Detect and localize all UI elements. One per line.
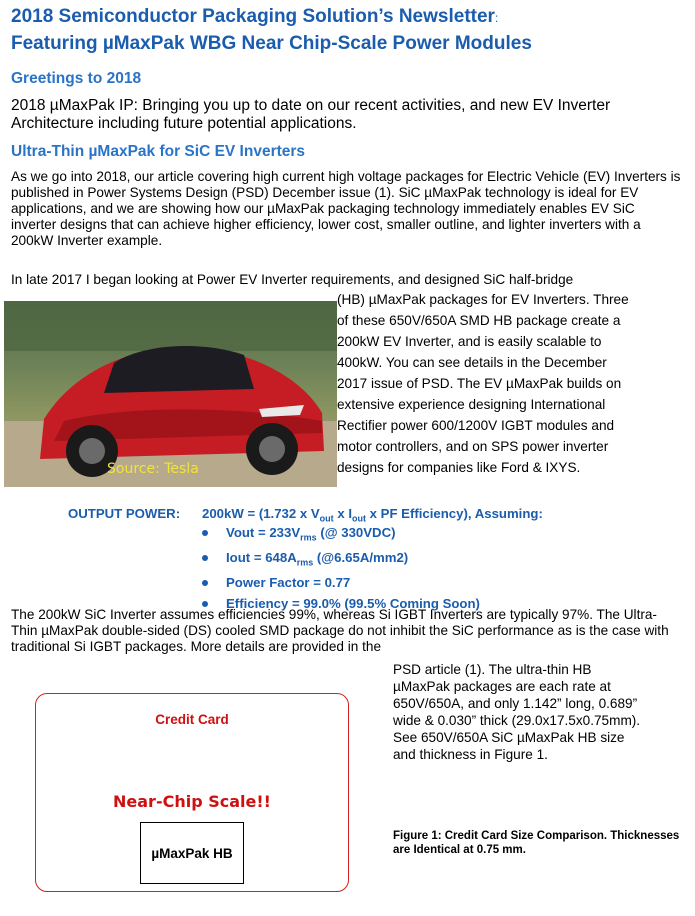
near-chip-scale-label: Near-Chip Scale!! <box>113 792 271 811</box>
package-outline <box>140 822 244 884</box>
section-para-2-lead: In late 2017 I began looking at Power EV Inverter requirements, and designed SiC half-bridge <box>11 272 574 287</box>
assumption-list <box>199 523 480 614</box>
car-illustration <box>4 301 337 487</box>
title-line-2: Featuring µMaxPak WBG Near Chip-Scale Power Modules <box>11 33 532 54</box>
figure-caption: Figure 1: Credit Card Size Comparison. Thicknesses are Identical at 0.75 mm. <box>393 830 680 856</box>
paragraph-3-side: PSD article (1). The ultra-thin HB µMaxPak packages are each rate at 650V/650A, and only 1.142” long, 0.689” wide & 0.030” thick (29.0x17.5x0.75mm). See 650V/650A SiC µMaxPak HB size and thickness in Figure 1. <box>393 662 641 762</box>
title-colon: : <box>494 11 499 25</box>
package-label: µMaxPak HB <box>151 845 233 861</box>
title-line-1: 2018 Semiconductor Packaging Solution’s Newsletter <box>11 6 495 27</box>
formula-label: OUTPUT POWER: <box>68 506 181 521</box>
assumption-item: Iout = $648A_{rms}$ (@6.65A/mm2) <box>199 548 480 573</box>
formula-sub-2: out <box>352 513 366 524</box>
assumption-item: Vout = $233V_{rms}$ (@ 330VDC) <box>199 523 480 548</box>
newsletter-title <box>11 4 691 57</box>
greeting-heading: Greetings to 2018 <box>11 70 142 87</box>
formula-eq-c: x PF Efficiency), Assuming: <box>366 506 543 521</box>
formula-eq-a: 200kW = (1.732 x V <box>202 506 320 521</box>
greeting-text: 2018 µMaxPak IP: Bringing you up to date on our recent activities, and new EV Inverter Architecture including future potential applications. <box>11 97 611 132</box>
section-para-1: As we go into 2018, our article covering high current high voltage packages for Electric Vehicle (EV) Inverters is published in Power Systems Design (PSD) December issue (1). SiC µMaxPak technology is ideal for EV applications, and we are showing how our µMaxPak packaging technology immediately enables EV SiC inverter designs that can achieve higher efficiency, lower cost, smaller outline, and lighter inverters with a 200kW Inverter example. <box>11 169 681 248</box>
section-para-2-side: (HB) µMaxPak packages for EV Inverters. Three of these 650V/650A SMD HB package create a 200kW EV Inverter, and is easily scalable to 400kW. You can see details in the December 2017 issue of PSD. The EV µMaxPak builds on extensive experience designing International Rectifier power 600/1200V IGBT modules and motor controllers, and on SPS power inverter designs for companies like Ford & IXYS. <box>337 292 629 475</box>
formula-sub-1: out <box>319 513 334 524</box>
credit-card-label: Credit Card <box>155 712 229 727</box>
tesla-car-photo <box>4 301 337 487</box>
section-heading: Ultra-Thin µMaxPak for SiC EV Inverters <box>11 143 306 160</box>
formula-eq-b: x I <box>333 506 352 521</box>
assumption-item: Power Factor = 0.77 <box>199 573 480 594</box>
credit-card-outline <box>35 693 349 892</box>
paragraph-3: The 200kW SiC Inverter assumes efficiencies 99%, whereas Si IGBT Inverters are typically 97%. The Ultra-Thin µMaxPak double-sided (DS) cooled SMD package do not inhibit the SiC performance as is the case with traditional Si IGBT packages. More details are provided in the <box>11 607 669 654</box>
photo-credit: Source: Tesla <box>107 461 199 477</box>
assumption-item: Efficiency = 99.0% (99.5% Coming Soon) <box>199 594 480 615</box>
